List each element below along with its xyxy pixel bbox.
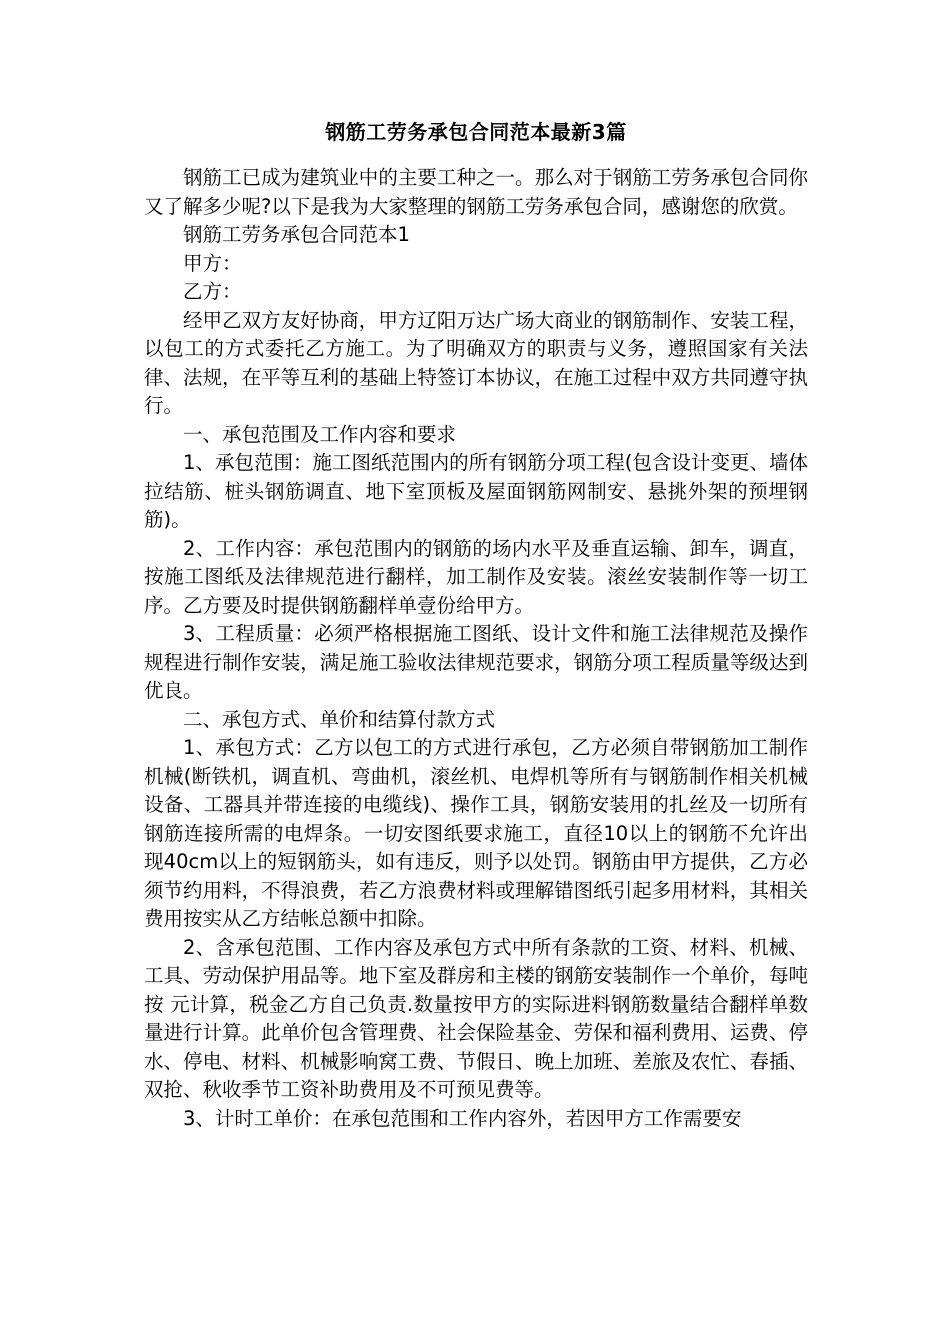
paragraph-party-b: 乙方： bbox=[183, 280, 242, 303]
paragraph-intro: 钢筋工已成为建筑业中的主要工种之一。那么对于钢筋工劳务承包合同你又了解多少呢?以下是我为大家整理的钢筋工劳务承包合同，感谢您的欣赏。 bbox=[144, 166, 808, 218]
paragraph-contract-heading: 钢筋工劳务承包合同范本1 bbox=[183, 223, 410, 246]
paragraph-clause-2-1: 1、承包方式：乙方以包工的方式进行承包，乙方必须自带钢筋加工制作机械(断铁机，调直机、弯曲机，滚丝机、电焊机等所有与钢筋制作相关机械设备、工器具并带连接的电缆线)、操作工具，钢筋安装用的扎丝及一切所有钢筋连接所需的电焊条。一切安图纸要求施工，直径10以上的钢筋不允许出现40cm以上的短钢筋头，如有违反，则予以处罚。钢筋由甲方提供，乙方必须节约用料，不得浪费，若乙方浪费材料或理解错图纸引起多用材料，其相关费用按实从乙方结帐总额中扣除。 bbox=[144, 736, 808, 930]
paragraph-preamble: 经甲乙双方友好协商，甲方辽阳万达广场大商业的钢筋制作、安装工程，以包工的方式委托乙方施工。为了明确双方的职责与义务，遵照国家有关法律、法规，在平等互利的基础上特签订本协议，在施工过程中双方共同遵守执行。 bbox=[144, 308, 808, 417]
document-page bbox=[144, 112, 808, 1133]
paragraph-clause-1-2: 2、工作内容：承包范围内的钢筋的场内水平及垂直运输、卸车，调直，按施工图纸及法律规范进行翻样，加工制作及安装。滚丝安装制作等一切工序。乙方要及时提供钢筋翻样单壹份给甲方。 bbox=[144, 536, 808, 617]
paragraph-clause-2-2: 2、含承包范围、工作内容及承包方式中所有条款的工资、材料、机械、工具、劳动保护用品等。地下室及群房和主楼的钢筋安装制作一个单价，每吨按 元计算，税金乙方自己负责.数量按甲方的实际进料钢筋数量结合翻样单数量进行计算。此单价包含管理费、社会保险基金、劳保和福利费用、运费、停水、停电、材料、机械影响窝工费、节假日、晚上加班、差旅及农忙、春插、双抢、秋收季节工资补助费用及不可预见费等。 bbox=[144, 935, 808, 1101]
paragraph-clause-1-3: 3、工程质量：必须严格根据施工图纸、设计文件和施工法律规范及操作规程进行制作安装，满足施工验收法律规范要求，钢筋分项工程质量等级达到优良。 bbox=[144, 622, 808, 702]
paragraph-party-a: 甲方： bbox=[183, 251, 242, 275]
section-heading-1: 一、承包范围及工作内容和要求 bbox=[183, 422, 457, 446]
paragraph-clause-2-3: 3、计时工单价：在承包范围和工作内容外，若因甲方工作需要安 bbox=[183, 1106, 742, 1130]
document-title: 钢筋工劳务承包合同范本最新3篇 bbox=[325, 120, 627, 144]
paragraph-clause-1-1: 1、承包范围：施工图纸范围内的所有钢筋分项工程(包含设计变更、墙体拉结筋、桩头钢筋调直、地下室顶板及屋面钢筋网制安、悬挑外架的预埋钢筋)。 bbox=[144, 451, 808, 531]
section-heading-2: 二、承包方式、单价和结算付款方式 bbox=[183, 707, 496, 731]
